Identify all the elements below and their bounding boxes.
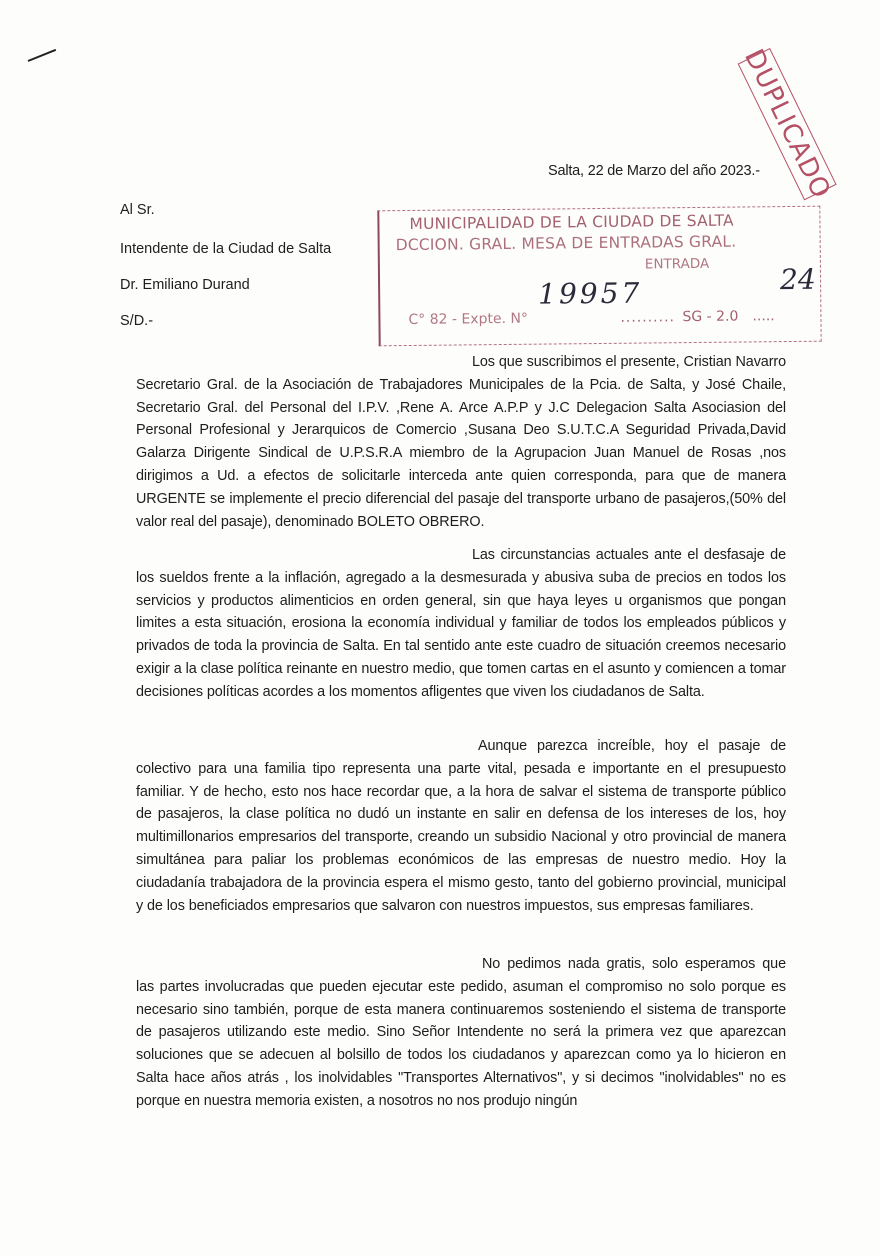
stamp-sg-dots: ..... [752,308,775,325]
paragraph-2-text: Las circunstancias actuales ante el desfasaje de los sueldos frente a la inflación, agregado a la desmesurada y abusiva suba de precios en todos los servicios y productos alimenticios en orden general, sin que haya leyes u organismos que pongan limites a esta situación, erosiona la economía individual y familiar de todos los empleados públicos y privados de toda la provincia de Salta. En tal sentido ante este cuadro de situación creemos necesario exigir a la clase política reinante en nuestro medio, que tomen cartas en el asunto y comiencen a tomar decisiones políticas acordes a los momentos afligentes que viven los ciudadanos de Salta. [136,547,786,700]
paragraph-1-text: Los que suscribimos el presente, Cristian Navarro Secretario Gral. de la Asociación de Trabajadores Municipales de la Pcia. de Salta, y José Chaile, Secretario Gral. del Personal del I.P.V. ,Rene A. Arce A.P.P y J.C Delegacion Salta Asociasion del Personal Profesional y Jerarquicos de Comercio ,Susana Deo S.U.T.C.A Seguridad Privada,David Galarza Dirigente Sindical de U.P.S.R.A miembro de la Agrupacion Juan Manuel de Rosas ,nos dirigimos a Ud. a efectos de solicitarle interceda ante quien corresponda, para que de manera URGENTE se implemente el precio diferencial del pasaje del transporte urbano de pasajeros,(50% del valor real del pasaje), denominado BOLETO OBRERO. [136,354,786,530]
paragraph-2 [136,544,786,704]
recipient-sd: S/D.- [120,313,154,329]
mesa-de-entradas-stamp [377,206,821,347]
recipient-title: Intendente de la Ciudad de Salta [120,241,332,257]
paragraph-3-text: Aunque parezca increíble, hoy el pasaje de colectivo para una familia tipo representa una parte vital, pesada e importante en el presupuesto familiar. Y de hecho, esto nos hace recordar que, a la hora de salvar el sistema de transporte público de pasajeros, la clase política no dudó un instante en salir en defensa de los intereses de los, hoy multimillonarios empresarios del transporte, creando un subsidio Nacional y otro provincial de manera simultánea para paliar los problemas económicos de las empresas de nuestro medio. Hoy la ciudadanía trabajadora de la provincia espera el mismo gesto, tanto del gobierno provincial, municipal y de los beneficiados empresarios que salvaron con nuestros impuestos, sus empresas familiares. [136,738,786,914]
paragraph-4 [136,953,786,1113]
stamp-dots: .......... [620,309,676,326]
stamp-line-direccion: DCCION. GRAL. MESA DE ENTRADAS GRAL. [395,232,737,255]
paragraph-3 [136,735,786,917]
handwritten-year: 24 [779,262,816,297]
stamp-line-entrada: ENTRADA [644,255,710,273]
duplicado-stamp-text: DUPLICADO [738,44,837,204]
recipient-salutation: Al Sr. [120,202,155,218]
paragraph-4-text: No pedimos nada gratis, solo esperamos que las partes involucradas que pueden ejecutar este pedido, asuman el compromiso no solo porque es necesario sino también, porque de esta manera continuaremos sosteniendo el sistema de transporte de pasajeros utilizando este medio. Sino Señor Intendente no será la primera vez que aparezcan soluciones que se adecuen al bolsillo de todos los ciudadanos y aparezcan como ya lo hicieron en Salta hace años atrás , los inolvidables "Transportes Alternativos", y si decimos "inolvidables" no es porque en nuestra memoria existen, a nosotros no nos produjo ningún [136,956,786,1109]
pen-mark [28,49,57,62]
paragraph-1 [136,351,786,533]
stamp-expte-label: C° 82 - Expte. N° [408,310,529,329]
stamp-sg-label: SG - 2.0 [682,308,739,326]
stamp-line-municipalidad: MUNICIPALIDAD DE LA CIUDAD DE SALTA [409,211,734,233]
recipient-name: Dr. Emiliano Durand [120,277,250,293]
date-line: Salta, 22 de Marzo del año 2023.- [548,163,760,179]
handwritten-expte-number: 19957 [538,276,643,311]
